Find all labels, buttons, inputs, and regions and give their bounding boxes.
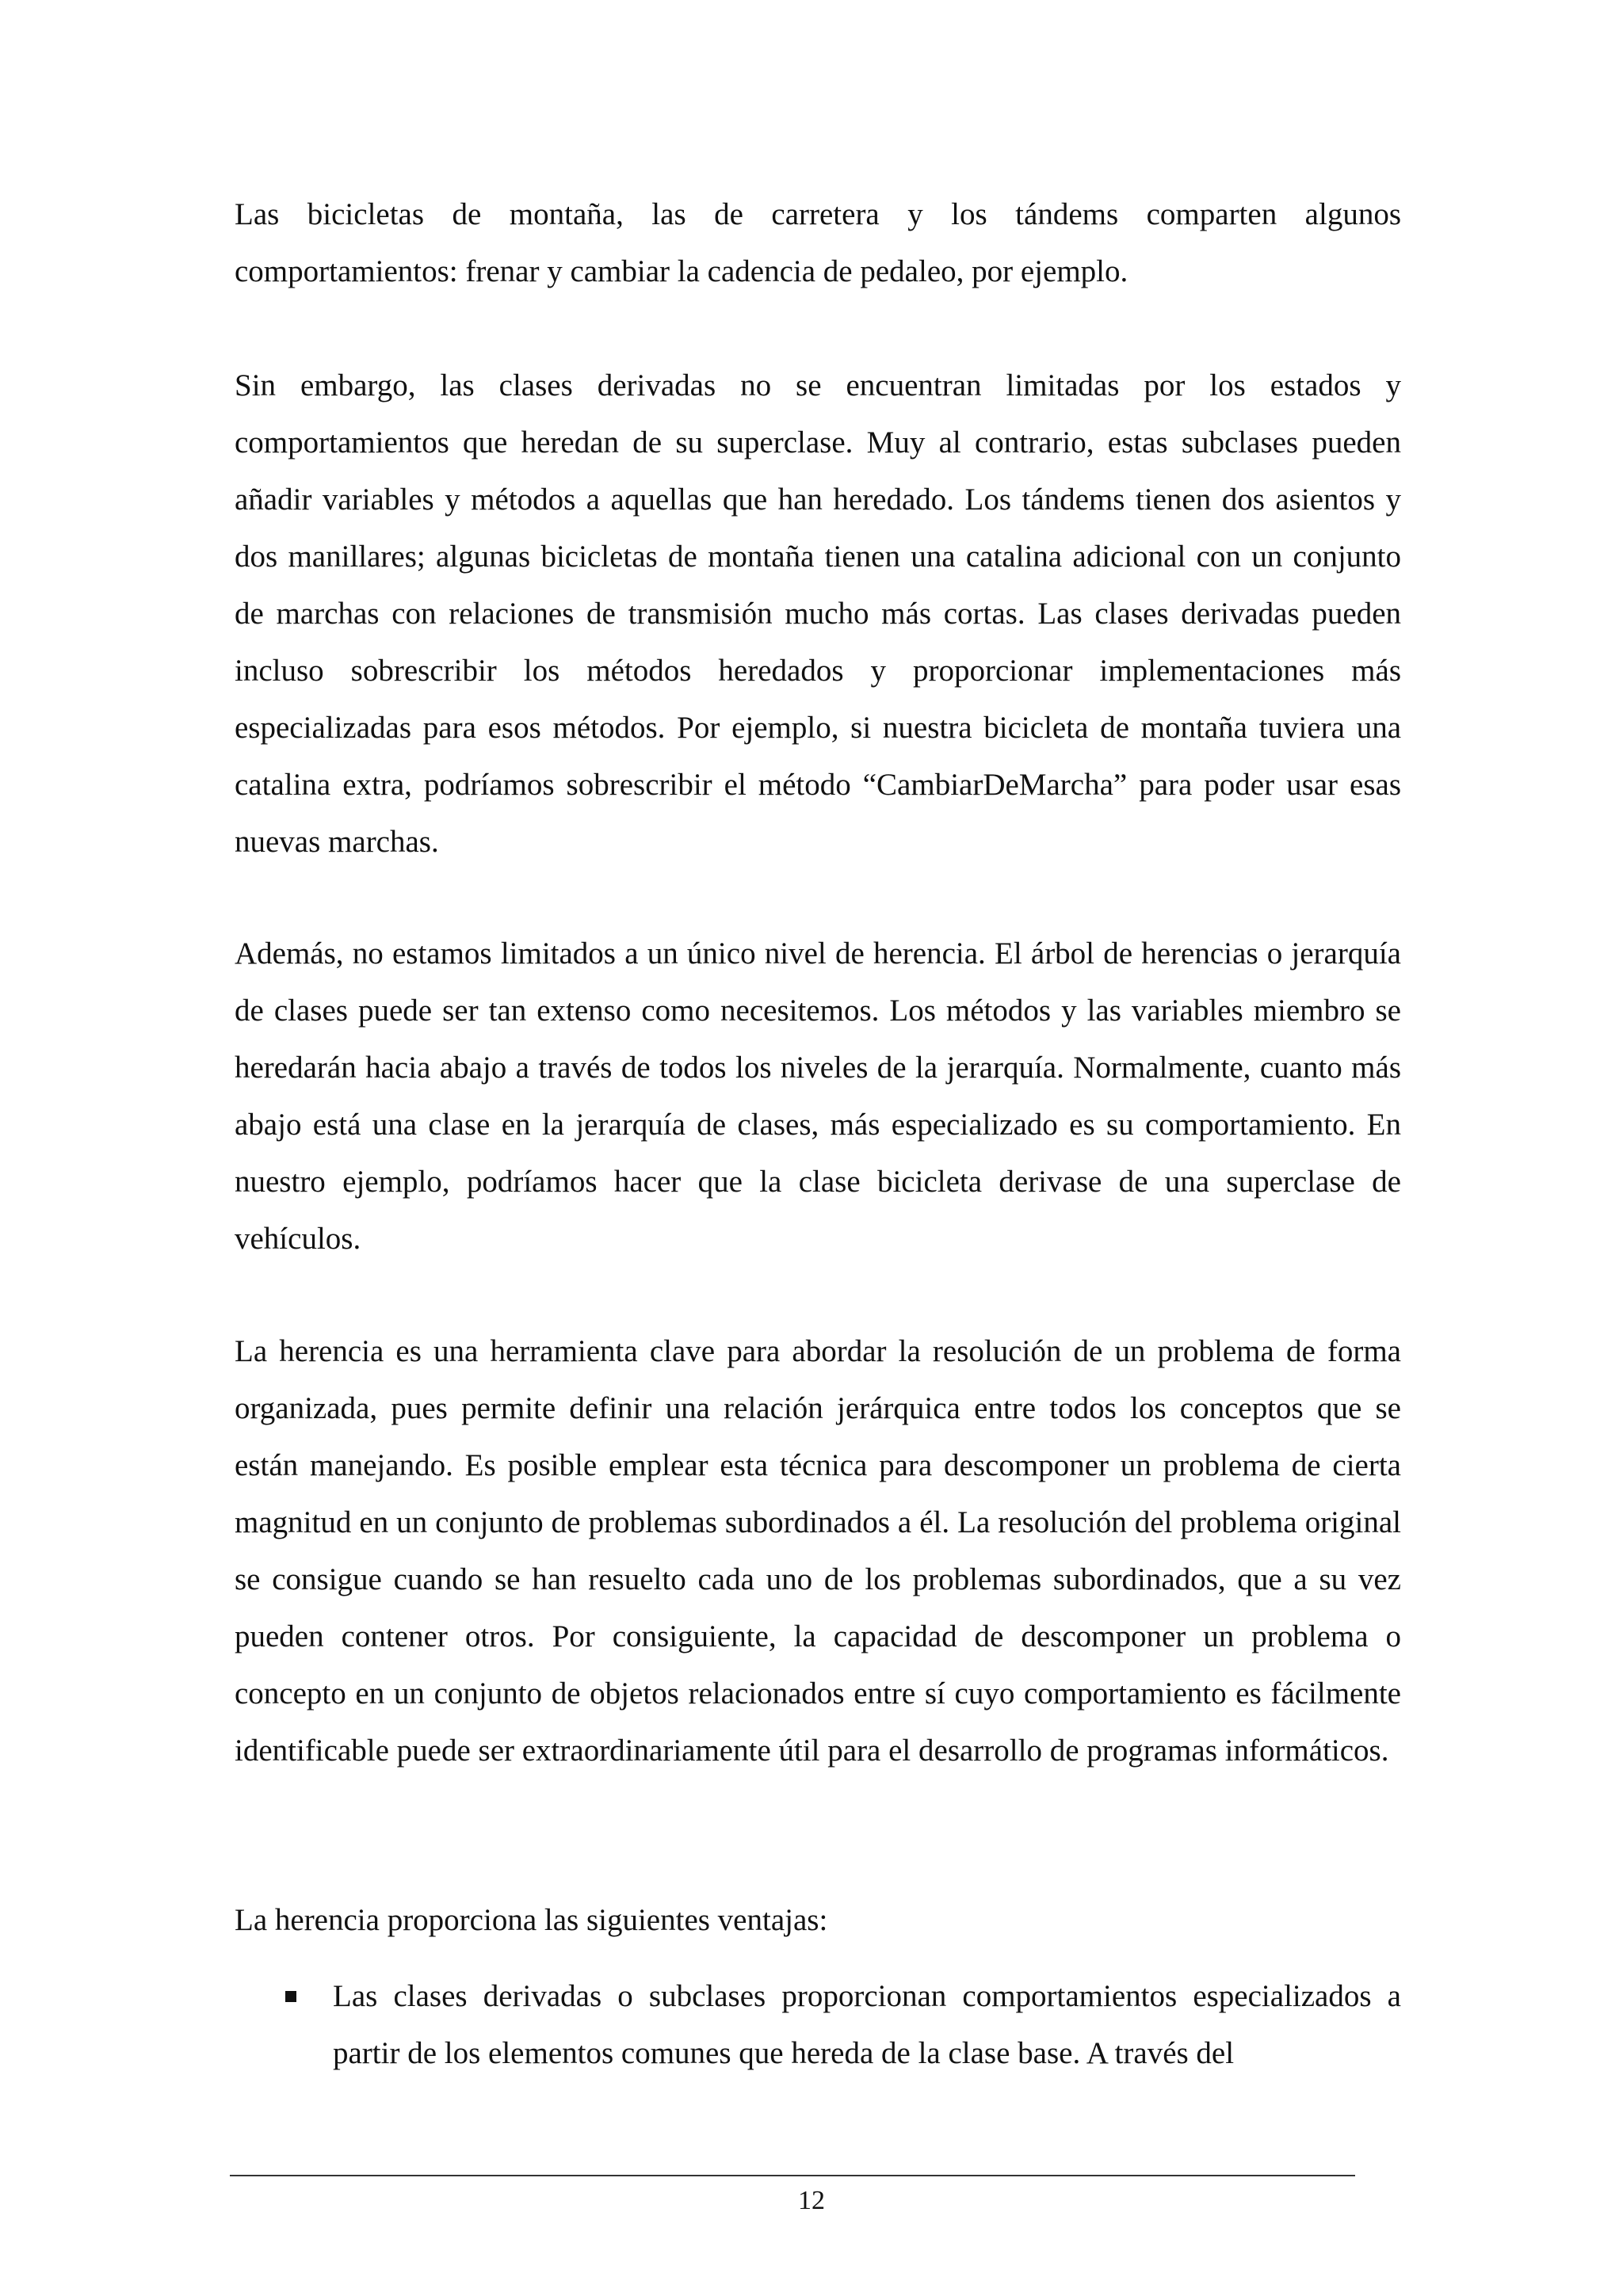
list-item	[235, 1968, 1401, 2082]
advantages-list	[235, 1968, 1401, 2082]
footer-divider	[230, 2175, 1355, 2176]
paragraph-derived-classes: Sin embargo, las clases derivadas no se encuentran limitadas por los estados y comportamientos que heredan de su superclase. Muy al contrario, estas subclases pueden añadir variables y métodos a aquellas que han heredado. Los tándems tienen dos asientos y dos manillares; algunas bicicletas de montaña tienen una catalina adicional con un conjunto de marchas con relaciones de transmisión mucho más cortas. Las clases derivadas pueden incluso sobrescribir los métodos heredados y proporcionar implementaciones más especializadas para esos métodos. Por ejemplo, si nuestra bicicleta de montaña tuviera una catalina extra, podríamos sobrescribir el método “CambiarDeMarcha” para poder usar esas nuevas marchas.	[235, 368, 1401, 859]
list-item-text: Las clases derivadas o subclases proporcionan comportamientos especializados a partir de los elementos comunes que hereda de la clase base. A través del	[333, 1979, 1401, 2070]
paragraph-advantages-intro: La herencia proporciona las siguientes ventajas:	[235, 1903, 828, 1937]
page-number: 12	[798, 2186, 825, 2215]
paragraph-bike-types: Las bicicletas de montaña, las de carretera y los tándems comparten algunos comportamientos: frenar y cambiar la cadencia de pedaleo, por ejemplo.	[235, 197, 1401, 288]
square-bullet-icon	[285, 1991, 296, 2002]
paragraph-inheritance-levels: Además, no estamos limitados a un único nivel de herencia. El árbol de herencias o jerarquía de clases puede ser tan extenso como necesitemos. Los métodos y las variables miembro se heredarán hacia abajo a través de todos los niveles de la jerarquía. Normalmente, cuanto más abajo está una clase en la jerarquía de clases, más especializado es su comportamiento. En nuestro ejemplo, podríamos hacer que la clase bicicleta derivase de una superclase de vehículos.	[235, 936, 1401, 1256]
paragraph-inheritance-tool: La herencia es una herramienta clave para abordar la resolución de un problema de forma organizada, pues permite definir una relación jerárquica entre todos los conceptos que se están manejando. Es posible emplear esta técnica para descomponer un problema de cierta magnitud en un conjunto de problemas subordinados a él. La resolución del problema original se consigue cuando se han resuelto cada uno de los problemas subordinados, que a su vez pueden contener otros. Por consiguiente, la capacidad de descomponer un problema o concepto en un conjunto de objetos relacionados entre sí cuyo comportamiento es fácilmente identificable puede ser extraordinariamente útil para el desarrollo de programas informáticos.	[235, 1334, 1401, 1768]
